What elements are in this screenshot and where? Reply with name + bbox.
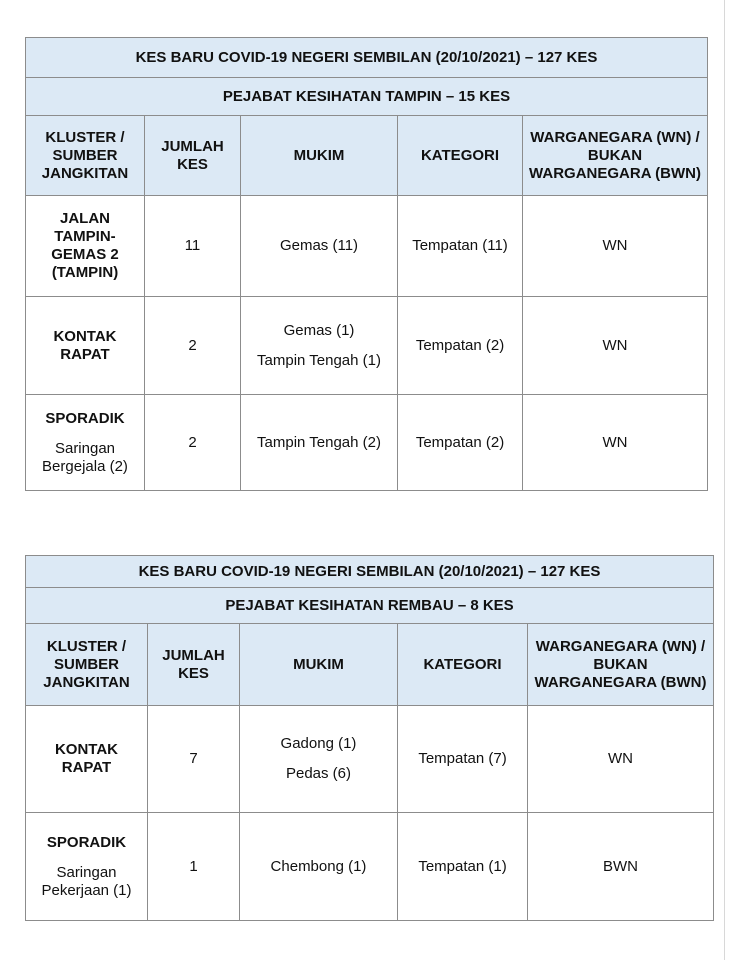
header-mukim: MUKIM bbox=[240, 624, 398, 706]
rembau-cases-table bbox=[25, 555, 714, 921]
mukim: Chembong (1) bbox=[240, 813, 398, 921]
mukim-item: Gemas (1) bbox=[283, 321, 355, 339]
kategori: Tempatan (7) bbox=[398, 706, 528, 813]
header-jumlah: JUMLAH KES bbox=[148, 624, 240, 706]
tampin-cases-table bbox=[25, 37, 708, 491]
kategori: Tempatan (2) bbox=[398, 395, 523, 491]
table-subtitle: PEJABAT KESIHATAN REMBAU – 8 KES bbox=[26, 588, 714, 624]
warganegara: WN bbox=[528, 706, 714, 813]
header-kluster: KLUSTER / SUMBER JANGKITAN bbox=[26, 116, 145, 196]
header-kluster: KLUSTER / SUMBER JANGKITAN bbox=[26, 624, 148, 706]
table-title: KES BARU COVID-19 NEGERI SEMBILAN (20/10/2021) – 127 KES bbox=[26, 556, 714, 588]
header-warganegara: WARGANEGARA (WN) / BUKAN WARGANEGARA (BWN) bbox=[523, 116, 708, 196]
jumlah-kes: 1 bbox=[148, 813, 240, 921]
kluster-name: SPORADIK bbox=[45, 409, 125, 427]
header-kategori: KATEGORI bbox=[398, 116, 523, 196]
mukim-item: Pedas (6) bbox=[285, 765, 352, 782]
table-row bbox=[26, 297, 708, 395]
mukim bbox=[240, 706, 398, 813]
header-kategori: KATEGORI bbox=[398, 624, 528, 706]
kluster-name: KONTAK RAPAT bbox=[54, 741, 119, 776]
kategori: Tempatan (1) bbox=[398, 813, 528, 921]
header-warganegara: WARGANEGARA (WN) / BUKAN WARGANEGARA (BWN) bbox=[528, 624, 714, 706]
mukim: Tampin Tengah (2) bbox=[241, 395, 398, 491]
jumlah-kes: 2 bbox=[145, 297, 241, 395]
jumlah-kes: 11 bbox=[145, 196, 241, 297]
table-subtitle: PEJABAT KESIHATAN TAMPIN – 15 KES bbox=[26, 78, 708, 116]
mukim-item: Tampin Tengah (1) bbox=[257, 351, 381, 369]
warganegara: WN bbox=[523, 196, 708, 297]
mukim-item: Gadong (1) bbox=[280, 735, 357, 752]
kluster-name: SPORADIK bbox=[46, 833, 127, 851]
warganegara: WN bbox=[523, 395, 708, 491]
warganegara: BWN bbox=[528, 813, 714, 921]
kategori: Tempatan (2) bbox=[398, 297, 523, 395]
warganegara: WN bbox=[523, 297, 708, 395]
kluster-name: JALAN TAMPIN-GEMAS 2 (TAMPIN) bbox=[51, 210, 119, 281]
table-row bbox=[26, 706, 714, 813]
kluster-note: Saringan Pekerjaan (1) bbox=[41, 863, 132, 899]
kluster-name: KONTAK RAPAT bbox=[53, 327, 117, 363]
table-row bbox=[26, 196, 708, 297]
table-row bbox=[26, 395, 708, 491]
jumlah-kes: 2 bbox=[145, 395, 241, 491]
mukim bbox=[241, 297, 398, 395]
table-title: KES BARU COVID-19 NEGERI SEMBILAN (20/10/2021) – 127 KES bbox=[26, 38, 708, 78]
mukim: Gemas (11) bbox=[241, 196, 398, 297]
kategori: Tempatan (11) bbox=[398, 196, 523, 297]
header-mukim: MUKIM bbox=[241, 116, 398, 196]
jumlah-kes: 7 bbox=[148, 706, 240, 813]
header-jumlah: JUMLAH KES bbox=[145, 116, 241, 196]
page-edge-divider bbox=[724, 0, 725, 960]
kluster-note: Saringan Bergejala (2) bbox=[42, 439, 128, 475]
table-row bbox=[26, 813, 714, 921]
